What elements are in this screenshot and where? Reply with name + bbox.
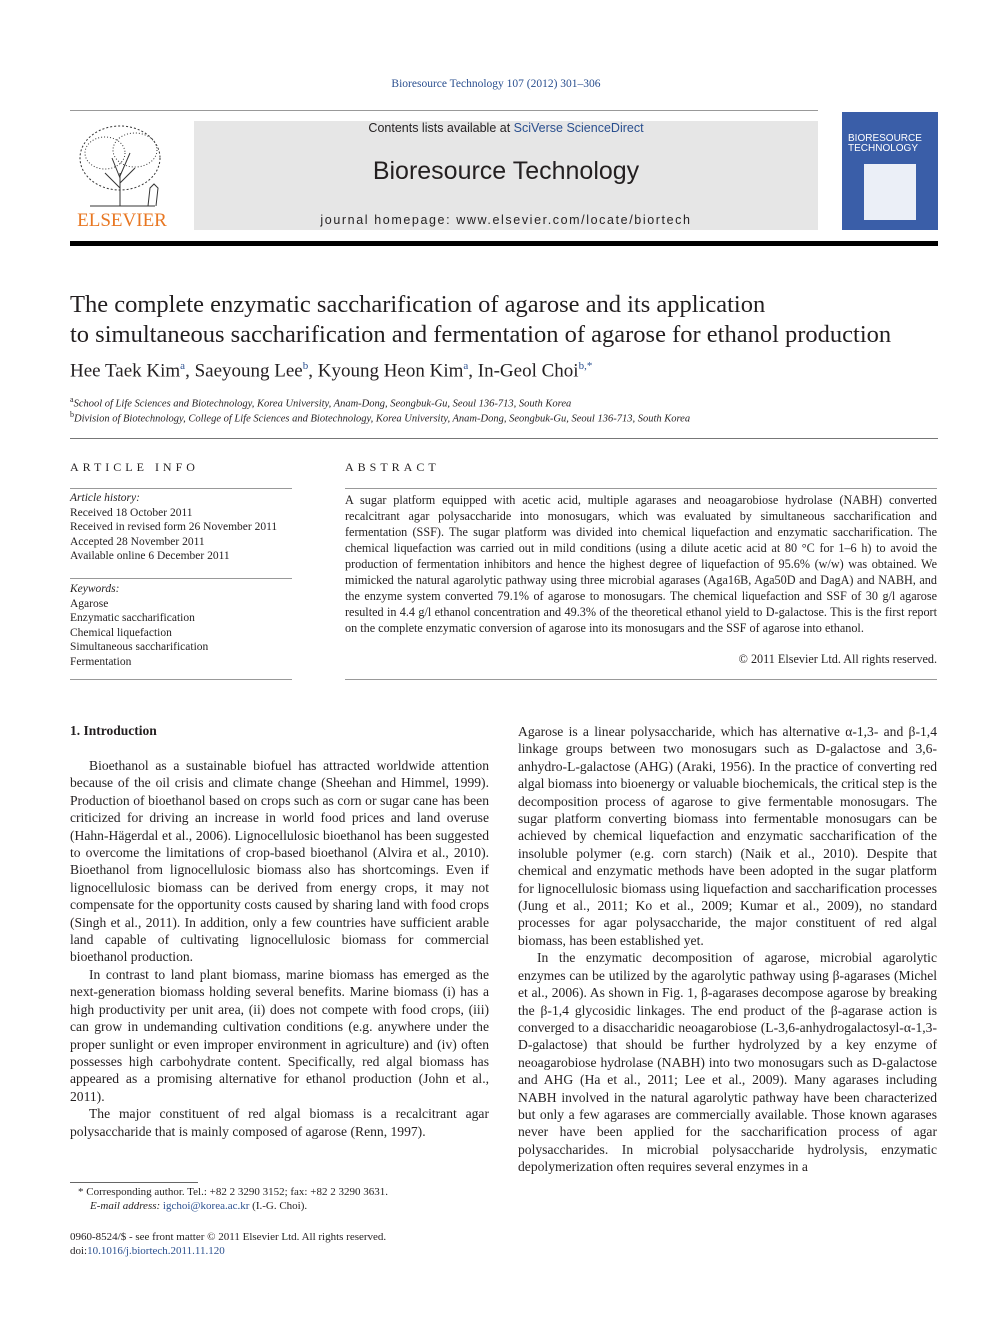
article-info-heading: ARTICLE INFO <box>70 460 199 474</box>
keywords-rule <box>70 578 292 579</box>
footnote-rule <box>70 1182 198 1183</box>
author-name: In-Geol Choi <box>477 360 579 382</box>
doi-line <box>70 1245 225 1257</box>
affiliation-text: Division of Biotechnology, College of Life Sciences and Biotechnology, Korea University, Anam-Dong, Seongbuk-Gu, Seoul 136-713, South Korea <box>74 413 691 425</box>
author-affil-sup[interactable]: b <box>302 360 309 372</box>
author-name: Kyoung Heon Kim <box>317 360 464 382</box>
keyword: Enzymatic saccharification <box>70 612 195 624</box>
title-block-rule <box>70 438 938 439</box>
sciencedirect-link[interactable]: SciVerse ScienceDirect <box>513 121 644 135</box>
doi-label: doi: <box>70 1245 88 1257</box>
history-item: Received in revised form 26 November 2011 <box>70 521 278 533</box>
journal-cover-thumbnail[interactable] <box>842 112 938 230</box>
body-paragraph: Agarose is a linear polysaccharide, which has alternative α-1,3- and β-1,4 linkage groups between two monosugars such as D-galactose and 3,6-anhydro-L-galactose (AHG) (Araki, 1956). In the practice of converting red algal biomass into bioenergy or valuable biochemicals, the critical step is the decomposition process of agarose to give fermentable monosugars. The sugar platform converting biomass into fermentable monosugars can be achieved by chemical liquefaction and enzymatic saccharification of the insoluble polymer (e.g. corn starch) (Naik et al., 2010). Despite that chemical and enzymatic methods have been adopted in the sugar platform for lignocellulosic biomass using liquefaction and saccharification processes (Jung et al., 2011; Ko et al., 2009; Kumar et al., 2009), no standard processes for agar polysaccharide, the major constituent of red algal biomass, has been established yet. <box>518 724 937 948</box>
keyword: Chemical liquefaction <box>70 626 172 639</box>
keywords-list <box>70 582 300 669</box>
body-paragraph: The major constituent of red algal biomass is a recalcitrant agar polysaccharide that is mainly composed of agarose (Renn, 1997). <box>70 1106 489 1139</box>
author-name: Hee Taek Kim <box>70 360 181 382</box>
keyword: Fermentation <box>70 655 132 668</box>
author-affil-sup[interactable]: a <box>463 360 469 372</box>
history-item: Available online 6 December 2011 <box>70 550 230 562</box>
body-paragraph: Bioethanol as a sustainable biofuel has attracted worldwide attention because of the oil crisis and climate change (Sheehan and Himmel, 1999). Production of bioethanol based on crops such as corn or sugar cane has been criticized for driving an increase in world food prices and land overuse (Hahn-Hägerdal et al., 2006). Lignocellulosic bioethanol has been suggested to overcome the limitations of crop-based bioethanol (Alvira et al., 2010). Bioethanol from lignocellulosic biomass also has shortcomings. Even if lignocellulosic biomass can be derived from energy crops, it may not compensate for the opportunity costs caused by sharing land with food crops (Singh et al., 2011). In addition, only a few countries have sufficient arable land capable of cultivating lignocellulosic biomass for commercial bioethanol production. <box>70 758 489 965</box>
body-column-right <box>518 723 937 1176</box>
affiliation-b <box>70 410 690 425</box>
abstract-rule <box>345 488 937 489</box>
abstract-bottom-rule <box>345 679 937 680</box>
keyword: Simultaneous saccharification <box>70 641 209 653</box>
author-name: Saeyoung Lee <box>194 360 303 382</box>
abstract-heading: ABSTRACT <box>345 460 440 474</box>
article-info-rule <box>70 488 292 489</box>
body-column-left <box>70 757 489 1140</box>
journal-citation[interactable]: Bioresource Technology 107 (2012) 301–306 <box>391 78 601 90</box>
affiliation-text: School of Life Sciences and Biotechnology, Korea University, Anam-Dong, Seongbuk-Gu, Seoul 136-713, South Korea <box>73 398 572 410</box>
copyright-notice: © 2011 Elsevier Ltd. All rights reserved. <box>738 652 937 666</box>
author-list: Hee Taek Kim$^a$, Saeyoung Lee$^b$, Kyoung Heon Kim$^a$, In-Geol Choi$^{b,*}$ <box>70 360 593 382</box>
body-paragraph: In the enzymatic decomposition of agarose, microbial agarolytic enzymes can be utilized by the agarolytic pathway using β-agarases (Michel et al., 2006). As shown in Fig. 1, β-agarases decompose agarose by breaking the β-1,4 glycosidic linkages. The end product of the β-agarase action is converged to a disaccharidic neoagarobiose (L-3,6-anhydrogalactosyl-α-1,3-D-galactose) that should be further hydrolyzed by a key enzyme of neoagarobiose hydrolase (NABH) into two monosugars such as D-galactose and AHG (Ha et al., 2011; Lee et al., 2009). Many agarases including NABH involved in the natural agarolytic pathway have been characterized but only a few agarases are commercially available. Those known agarases never have been applied for the saccharification process of agar polysaccharides. In microbial polysaccharide hydrolysis, enzymatic depolymerization often requires several enzymes in a <box>518 950 937 1175</box>
issn-line: 0960-8524/$ - see front matter © 2011 Elsevier Ltd. All rights reserved. <box>70 1231 387 1243</box>
title-line-2: to simultaneous saccharification and fermentation of agarose for ethanol production <box>70 321 892 348</box>
keywords-label: Keywords: <box>70 583 120 595</box>
cover-image-panel <box>864 164 916 220</box>
title-line-1: The complete enzymatic saccharification of agarose and its application <box>70 291 766 318</box>
email-suffix: (I.-G. Choi). <box>252 1200 308 1212</box>
affiliation-sup: a <box>70 395 74 404</box>
section-heading-introduction: 1. Introduction <box>70 723 157 738</box>
affiliation-sup: b <box>70 410 74 419</box>
contents-prefix: Contents lists available at <box>368 121 514 135</box>
article-title <box>70 290 950 350</box>
contents-available-line <box>194 121 818 135</box>
email-label: E-mail address: <box>90 1200 161 1212</box>
header-thick-rule <box>70 241 938 246</box>
header-rule <box>70 110 818 111</box>
author-affil-sup[interactable]: a <box>180 360 186 372</box>
author-affil-sup[interactable]: b,* <box>578 360 593 372</box>
doi-link[interactable]: 10.1016/j.biortech.2011.11.120 <box>87 1245 225 1257</box>
keyword: Agarose <box>70 597 109 610</box>
journal-name: Bioresource Technology <box>372 157 640 185</box>
affiliation-a <box>70 395 571 410</box>
elsevier-wordmark: ELSEVIER <box>77 210 167 231</box>
history-item: Received 18 October 2011 <box>70 506 193 519</box>
corresponding-author-note: * Corresponding author. Tel.: +82 2 3290 3152; fax: +82 2 3290 3631. <box>78 1186 388 1198</box>
body-paragraph: In contrast to land plant biomass, marine biomass has emerged as the next-generation biomass holding several benefits. Marine biomass (i) has a high productivity per unit area, (ii) does not compete with food crops, (iii) can grow in undemanding cultivation conditions (e.g. anywhere under the proper sunlight or even improper environment in agriculture) and (iv) often possesses high carbohydrate content. Specifically, red algal biomass has appeared as a promising alternative for ethanol production (John et al., 2011). <box>70 966 489 1104</box>
email-link[interactable]: igchoi@korea.ac.kr <box>162 1200 250 1212</box>
abstract-text: A sugar platform equipped with acetic acid, multiple agarases and neoagarobiose hydrolase (NABH) converted recalcitrant agar polysaccharide into monosugars, which was evaluated by simultaneous saccharification and fermentation (SSF). The sugar platform was divided into chemical liquefaction and enzymatic saccharification. The chemical liquefaction was carried out in mild conditions (using a dilute acetic acid at 80 °C for 1–6 h) to avoid the production of fermentation inhibitors and hence the highest degree of liquefaction of 95.6% (w/w) was obtained. We mimicked the natural agarolytic pathway using three microbial agarases (Aga16B, Aga50D and DagA) and NABH, and the enzyme system converted 79.1% of agarose to monosugars. The chemical liquefaction and SSF of 30 g/l agarose resulted in 4.4 g/l ethanol concentration and 49.3% of the theoretical ethanol yield to D-galactose. This is the first report on the complete enzymatic conversion of agarose into its monosugars and the SSF of agarose into ethanol. <box>345 493 937 635</box>
journal-homepage[interactable]: journal homepage: www.elsevier.com/locate/biortech <box>320 213 692 227</box>
article-info-bottom-rule <box>70 679 292 680</box>
article-history <box>70 491 300 564</box>
cover-title: BIORESOURCE TECHNOLOGY <box>848 133 922 154</box>
history-label: Article history: <box>70 492 140 504</box>
history-item: Accepted 28 November 2011 <box>70 535 205 548</box>
email-note <box>90 1200 307 1212</box>
